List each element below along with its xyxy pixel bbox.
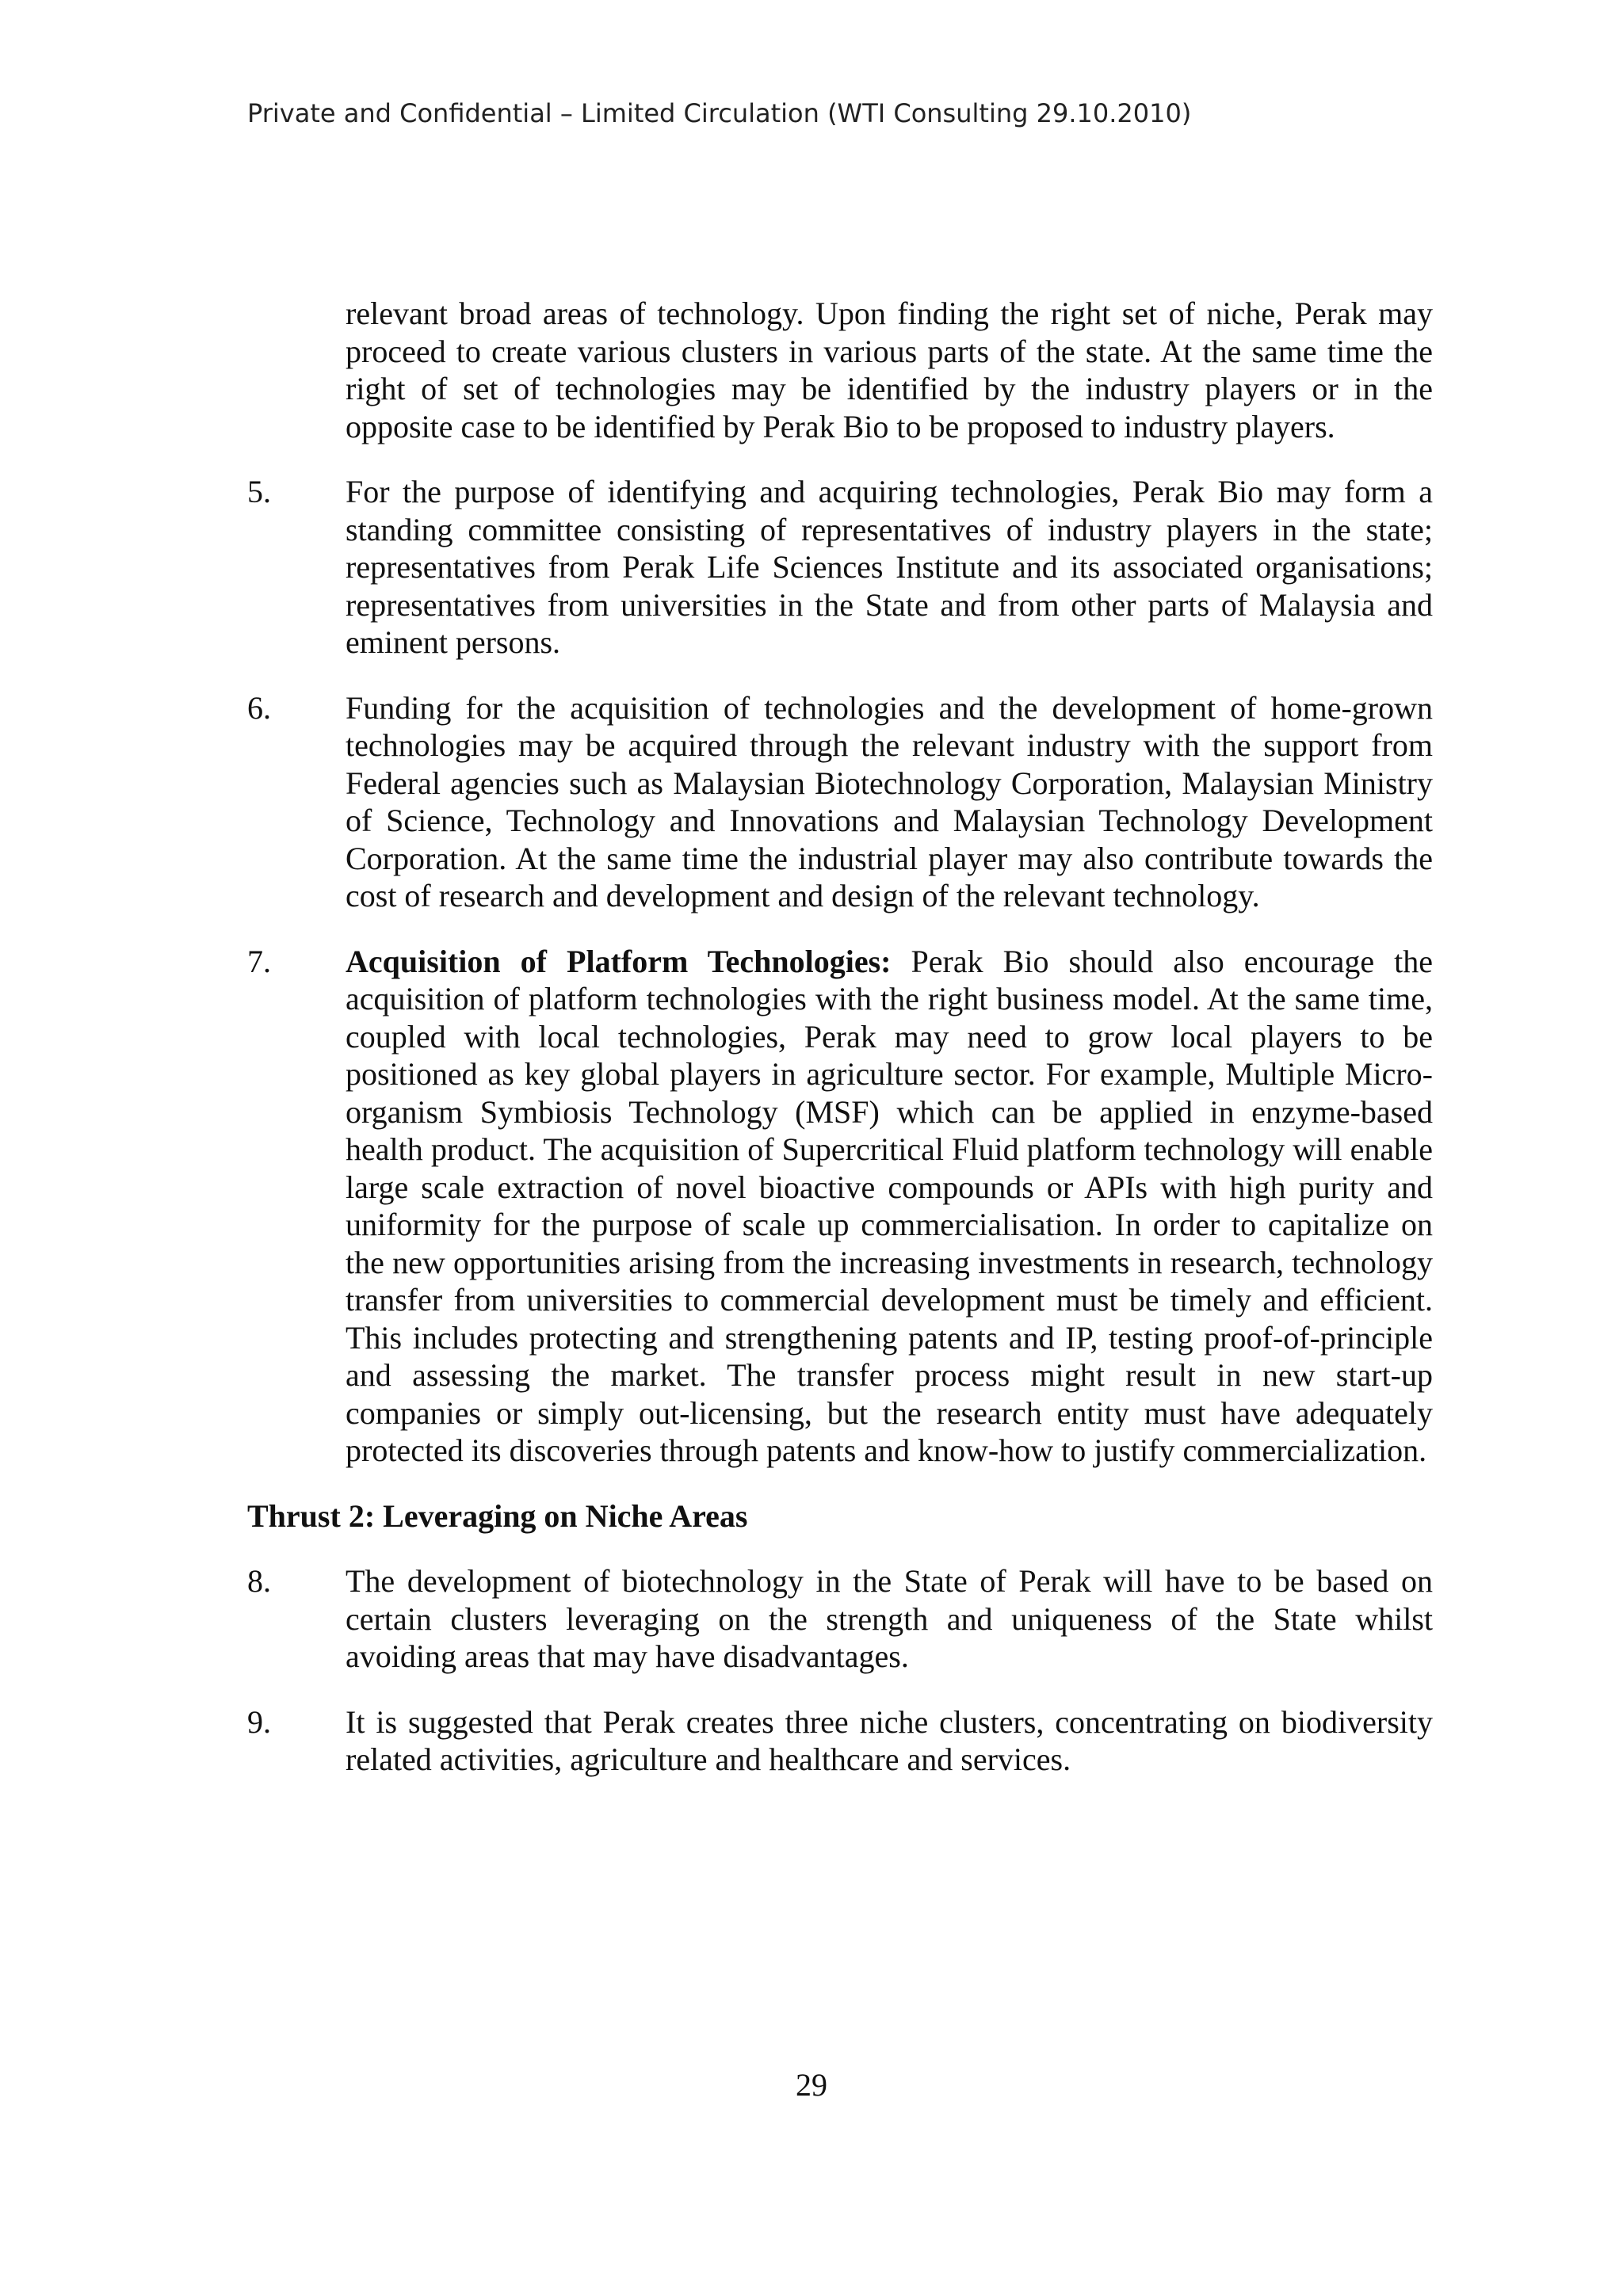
- page-header: Private and Confidential – Limited Circulation (WTI Consulting 29.10.2010): [247, 98, 1192, 128]
- numbered-paragraph-7: [247, 943, 1433, 1470]
- paragraph-number: 8.: [247, 1563, 271, 1599]
- page-number: 29: [796, 2067, 827, 2103]
- paragraph-text: Funding for the acquisition of technologies and the development of home-grown technologies may be acquired through the relevant industry with the support from Federal agencies such as Malaysian Biotechnology Corporation, Malaysian Ministry of Science, Technology and Innovations and Malaysian Technology Development Corporation. At the same time the industrial player may also contribute towards the cost of research and development and design of the relevant technology.: [346, 689, 1433, 913]
- paragraph-lead-in: Acquisition of Platform Technologies:: [346, 943, 892, 979]
- section-heading: Thrust 2: Leveraging on Niche Areas: [247, 1497, 748, 1534]
- numbered-paragraph-9: [247, 1703, 1433, 1779]
- paragraph-text: It is suggested that Perak creates three niche clusters, concentrating on biodiversity related activities, agriculture and healthcare and services.: [346, 1703, 1433, 1777]
- paragraph-number: 6.: [247, 689, 271, 726]
- paragraph-number: 9.: [247, 1703, 271, 1740]
- paragraph-text: The development of biotechnology in the State of Perak will have to be based on certain clusters leveraging on the strength and uniqueness of the State whilst avoiding areas that may have disadvantages.: [346, 1563, 1433, 1674]
- paragraph-number: 7.: [247, 943, 271, 979]
- paragraph-number: 5.: [247, 474, 271, 509]
- paragraph-text-container: [346, 943, 1433, 1470]
- numbered-paragraph-5: [247, 473, 1433, 662]
- numbered-paragraph-6: [247, 689, 1433, 915]
- paragraph-text: Perak Bio should also encourage the acquisition of platform technologies with the right business model. At the same time, coupled with local technologies, Perak may need to grow local players to be positioned as key global players in agriculture sector. For example, Multiple Micro-organism Symbiosis Technology (MSF) which can be applied in enzyme-based health product. The acquisition of Supercritical Fluid platform technology will enable large scale extraction of novel bioactive compounds or APIs with high purity and uniformity for the purpose of scale up commercialisation. In order to capitalize on the new opportunities arising from the increasing investments in research, technology transfer from universities to commercial development must be timely and efficient. This includes protecting and strengthening patents and IP, testing proof-of-principle and assessing the market. The transfer process might result in new start-up companies or simply out-licensing, but the research entity must have adequately protected its discoveries through patents and know-how to justify commercialization.: [346, 943, 1433, 1468]
- continuation-paragraph: relevant broad areas of technology. Upon finding the right set of niche, Perak may proceed to create various clusters in various parts of the state. At the same time the right of set of technologies may be identified by the industry players or in the opposite case to be identified by Perak Bio to be proposed to industry players.: [346, 296, 1433, 444]
- document-body: [247, 295, 1433, 1806]
- numbered-paragraph-8: [247, 1562, 1433, 1676]
- paragraph-text: For the purpose of identifying and acquiring technologies, Perak Bio may form a standing committee consisting of representatives of industry players in the state; representatives from Perak Life Sciences Institute and its associated organisations; representatives from universities in the State and from other parts of Malaysia and eminent persons.: [346, 474, 1433, 660]
